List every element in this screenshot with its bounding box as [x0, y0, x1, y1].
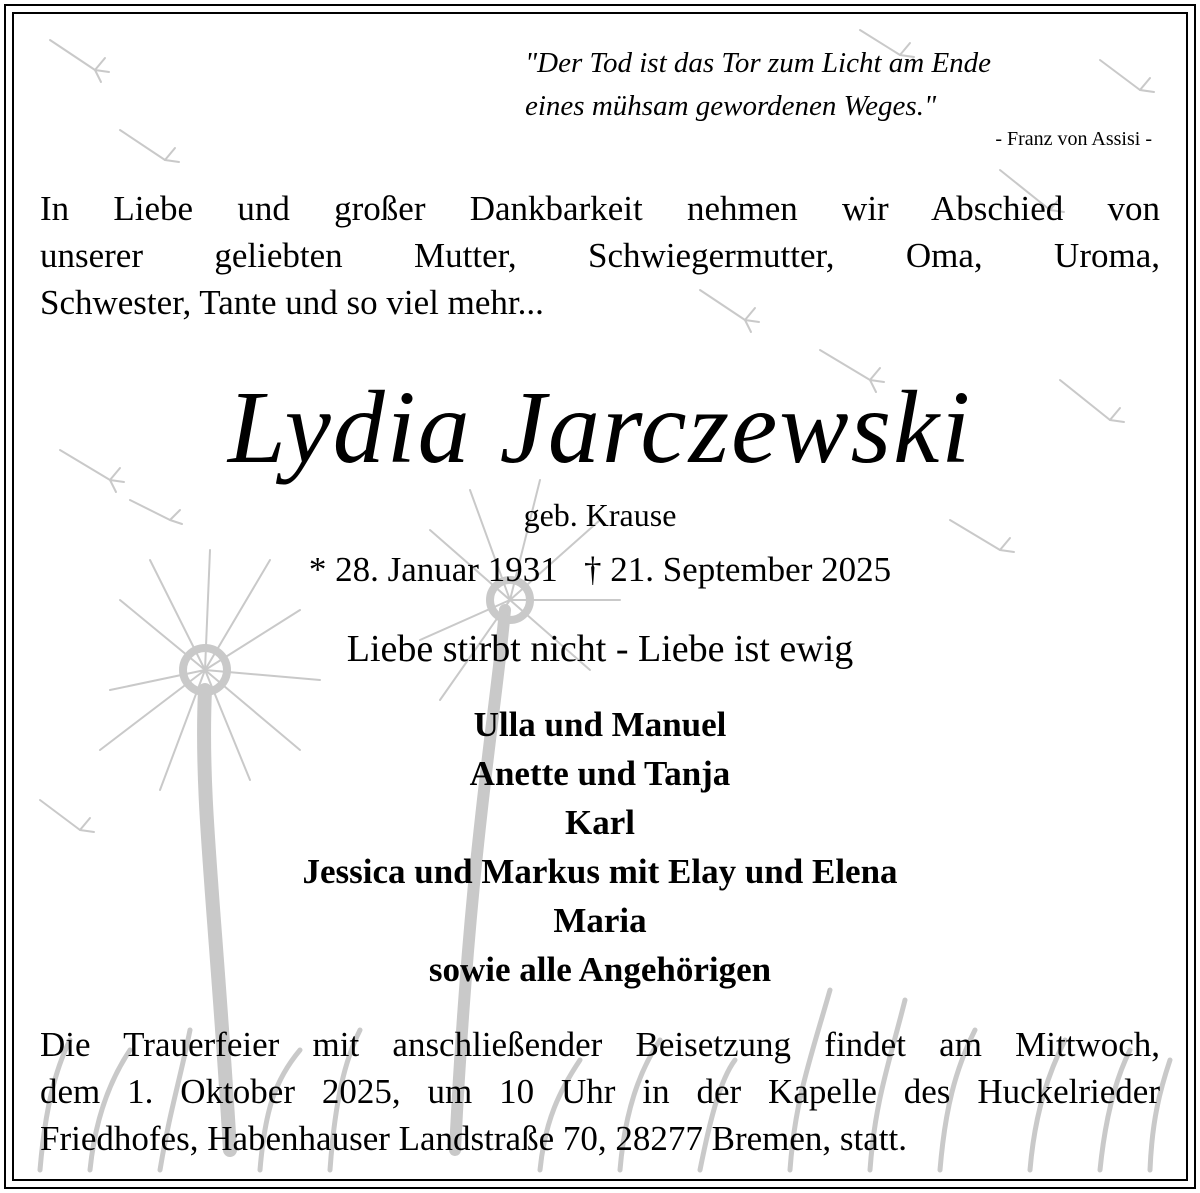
mourner: sowie alle Angehörigen	[428, 950, 772, 989]
mourner: Jessica und Markus mit Elay und Elena	[302, 852, 898, 891]
intro-line-2: unserer geliebten Mutter, Schwiegermutter, Oma, Uroma,	[40, 236, 1160, 275]
intro-line-1: In Liebe und großer Dankbarkeit nehmen wir Abschied von	[40, 189, 1160, 228]
mourner: Maria	[553, 901, 647, 940]
funeral-service-info	[40, 1021, 1160, 1162]
mourner: Anette und Tanja	[469, 754, 731, 793]
service-line-1: Die Trauerfeier mit anschließender Beisetzung findet am Mittwoch,	[40, 1025, 1160, 1064]
mourner: Ulla und Manuel	[473, 705, 727, 744]
maiden-name: geb. Krause	[523, 497, 677, 533]
mourner: Karl	[565, 803, 635, 842]
intro-text	[40, 185, 1160, 326]
birth-date: * 28. Januar 1931	[308, 550, 558, 589]
quote-line-2: eines mühsam gewordenen Weges."	[525, 90, 937, 122]
quote-author: - Franz von Assisi -	[995, 128, 1152, 150]
mourners-list	[0, 700, 1200, 994]
deceased-name: Lydia Jarczewski	[227, 370, 973, 485]
life-dates	[0, 548, 1200, 592]
death-date: † 21. September 2025	[583, 550, 892, 589]
service-line-2: dem 1. Oktober 2025, um 10 Uhr in der Kapelle des Huckelrieder	[40, 1072, 1160, 1111]
service-line-3: Friedhofes, Habenhauser Landstraße 70, 28277 Bremen, statt.	[40, 1119, 907, 1158]
quote	[525, 42, 1145, 128]
intro-line-3: Schwester, Tante und so viel mehr...	[40, 283, 544, 322]
quote-line-1: "Der Tod ist das Tor zum Licht am Ende	[525, 47, 992, 79]
motto: Liebe stirbt nicht - Liebe ist ewig	[346, 628, 854, 670]
